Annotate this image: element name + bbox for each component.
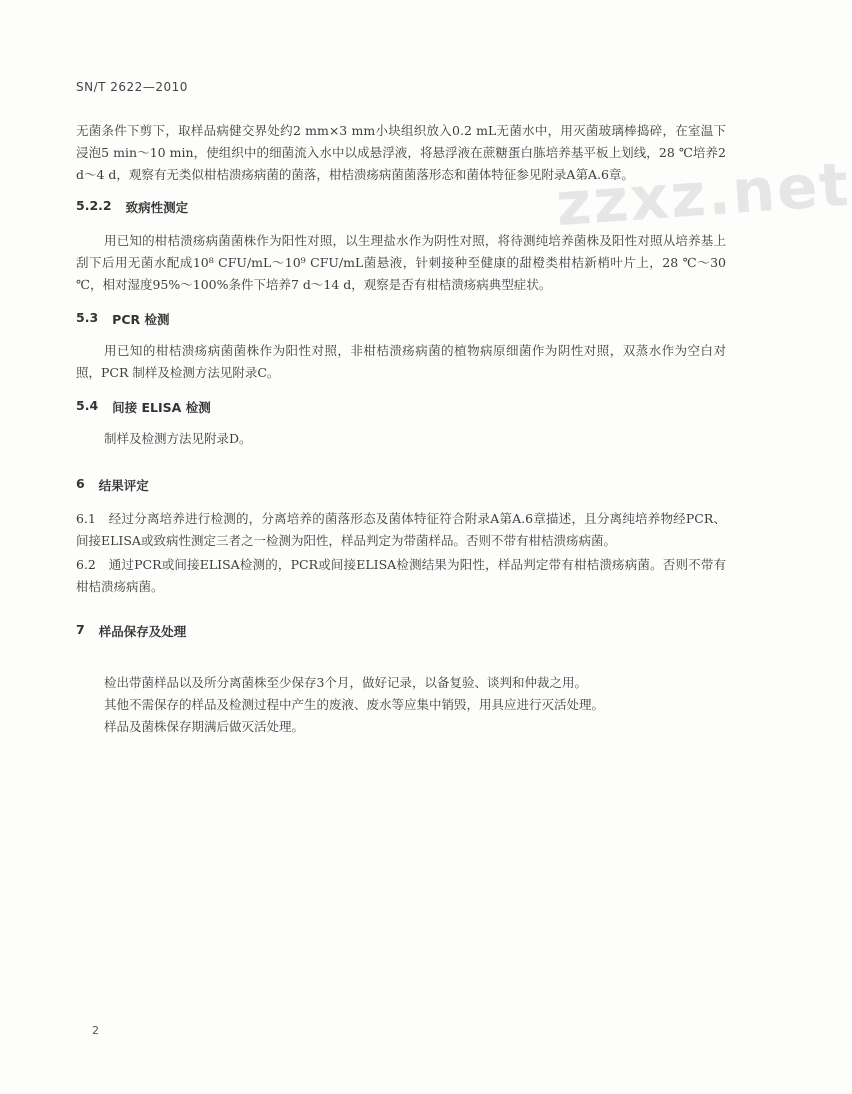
document-body <box>76 120 726 738</box>
paragraph-elisa: 制样及检测方法见附录D。 <box>104 431 252 446</box>
heading-number: 7 <box>76 622 85 637</box>
heading-number: 6 <box>76 476 85 491</box>
paragraph-6-2: 6.2 通过PCR或间接ELISA检测的，PCR或间接ELISA检测结果为阳性，样品判定带有柑桔溃疡病菌。否则不带有柑桔溃疡病菌。 <box>76 557 726 594</box>
page-number: 2 <box>92 1024 99 1037</box>
heading-number: 5.4 <box>76 398 99 413</box>
paragraph-pathogenicity: 用已知的柑桔溃疡病菌菌株作为阳性对照，以生理盐水作为阴性对照，将待测纯培养菌株及阳性对照从培养基上刮下后用无菌水配成10⁸ CFU/mL～10⁹ CFU/mL菌悬液，针刺接种至健康的甜橙类柑桔新梢叶片上，28 ℃～30 ℃，相对湿度95%～100%条件下培养7 d～14 d，观察是否有柑桔溃疡病典型症状。 <box>76 233 726 292</box>
paragraph-isolation: 无菌条件下剪下，取样品病健交界处约2 mm×3 mm小块组织放入0.2 mL无菌水中，用灭菌玻璃棒捣碎，在室温下浸泡5 min～10 min，使组织中的细菌流入水中以成悬浮液，将悬浮液在蔗糖蛋白胨培养基平板上划线，28 ℃培养2 d～4 d，观察有无类似柑桔溃疡病菌的菌落，柑桔溃疡病菌菌落形态和菌体特征参见附录A第A.6章。 <box>76 123 726 182</box>
paragraph-7-1: 检出带菌样品以及所分离菌株至少保存3个月，做好记录，以备复验、谈判和仲裁之用。 <box>104 675 587 690</box>
heading-5-3 <box>76 310 726 328</box>
watermark-logo: zzxz.net <box>553 149 852 241</box>
heading-title: PCR 检测 <box>112 312 170 327</box>
paragraph-7-2: 其他不需保存的样品及检测过程中产生的废液、废水等应集中销毁，用具应进行灭活处理。 <box>104 697 605 712</box>
paragraph-7-3: 样品及菌株保存期满后做灭活处理。 <box>104 719 305 734</box>
paragraph-pcr: 用已知的柑桔溃疡病菌菌株作为阳性对照，非柑桔溃疡病菌的植物病原细菌作为阴性对照，双蒸水作为空白对照，PCR 制样及检测方法见附录C。 <box>76 343 726 380</box>
heading-7 <box>76 622 726 640</box>
heading-5-2-2 <box>76 198 726 216</box>
heading-number: 5.3 <box>76 310 99 325</box>
standard-code-header: SN/T 2622—2010 <box>76 80 188 94</box>
heading-6 <box>76 476 726 494</box>
heading-title: 样品保存及处理 <box>98 624 187 639</box>
heading-title: 间接 ELISA 检测 <box>112 400 211 415</box>
heading-number: 5.2.2 <box>76 198 112 213</box>
heading-title: 致病性测定 <box>125 200 189 215</box>
paragraph-6-1: 6.1 经过分离培养进行检测的，分离培养的菌落形态及菌体特征符合附录A第A.6章描述，且分离纯培养物经PCR、间接ELISA或致病性测定三者之一检测为阳性，样品判定为带菌样品。否则不带有柑桔溃疡病菌。 <box>76 511 726 548</box>
heading-title: 结果评定 <box>98 478 149 493</box>
heading-5-4 <box>76 398 726 416</box>
